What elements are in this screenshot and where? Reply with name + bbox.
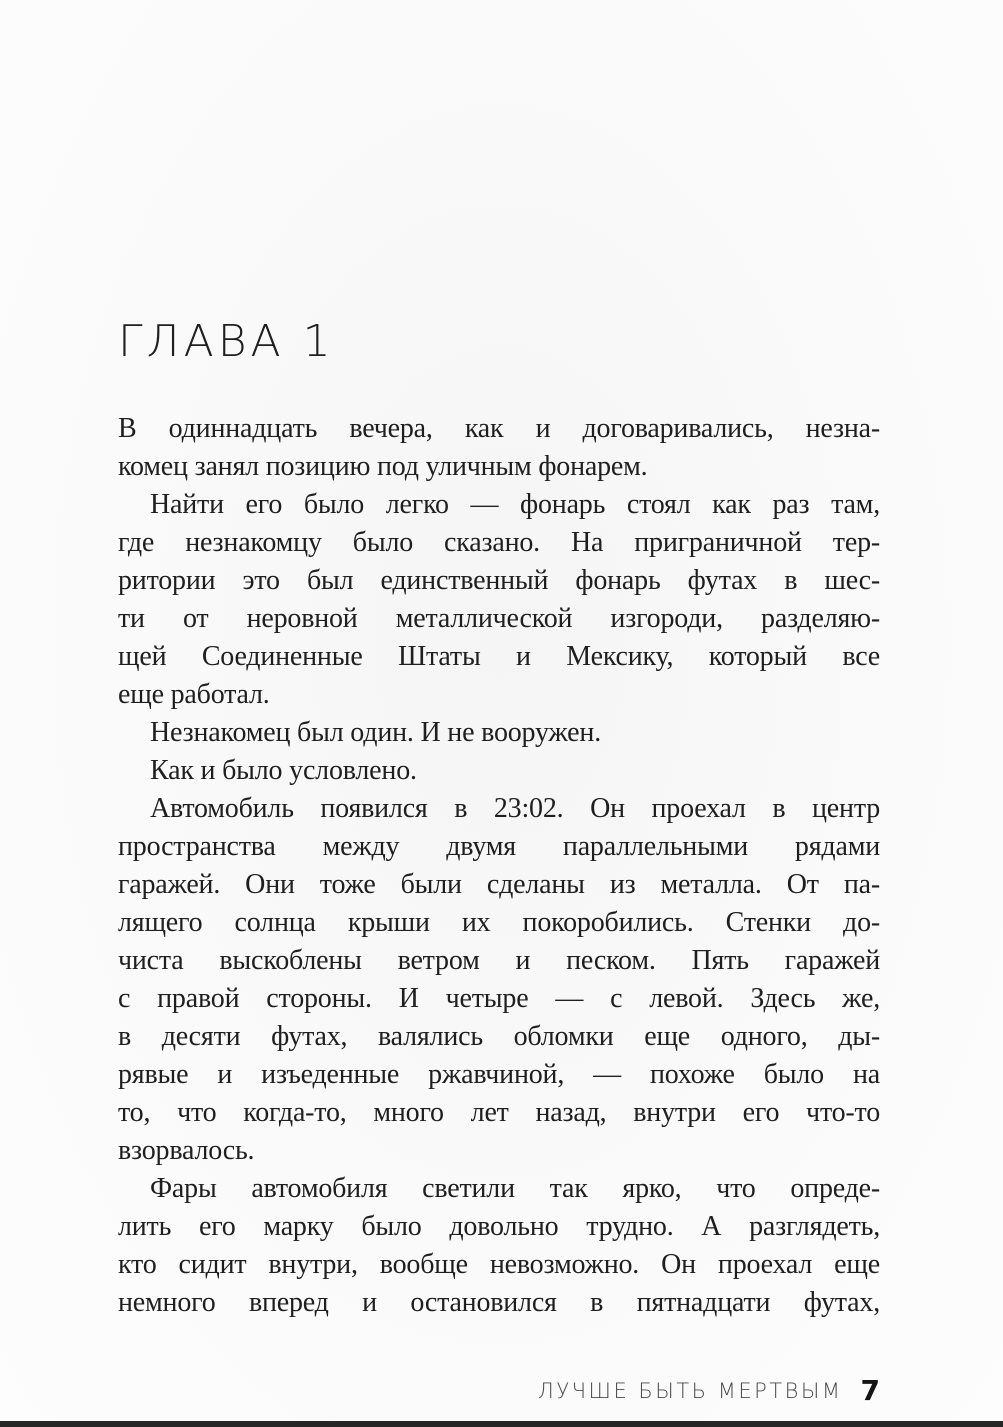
body-line: ти от неровной металлической изгороди, разделяю- bbox=[118, 603, 880, 634]
bottom-bar bbox=[0, 1421, 1003, 1427]
body-line: то, что когда-то, много лет назад, внутри его что-то bbox=[118, 1097, 880, 1128]
body-line: Автомобиль появился в 23:02. Он проехал в центр bbox=[150, 793, 880, 824]
body-line: Фары автомобиля светили так ярко, что опреде- bbox=[150, 1173, 880, 1204]
body-line: Незнакомец был один. И не вооружен. bbox=[150, 717, 601, 748]
body-line: гаражей. Они тоже были сделаны из металла. От па- bbox=[118, 869, 880, 900]
body-line: еще работал. bbox=[118, 679, 270, 710]
body-line: лить его марку было довольно трудно. А разглядеть, bbox=[118, 1211, 880, 1242]
body-line: ритории это был единственный фонарь футах в шес- bbox=[118, 565, 880, 596]
body-line: с правой стороны. И четыре — с левой. Здесь же, bbox=[118, 983, 880, 1014]
page-footer bbox=[118, 1374, 880, 1407]
body-line: пространства между двумя параллельными рядами bbox=[118, 831, 880, 862]
body-line: чиста выскоблены ветром и песком. Пять гаражей bbox=[118, 945, 880, 976]
body-line: щей Соединенные Штаты и Мексику, который все bbox=[118, 641, 880, 672]
chapter-heading: ГЛАВА 1 bbox=[118, 316, 335, 367]
body-line: рявые и изъеденные ржавчиной, — похоже было на bbox=[118, 1059, 880, 1090]
body-line: в десяти футах, валялись обломки еще одного, ды- bbox=[118, 1021, 880, 1052]
body-line: Найти его было легко — фонарь стоял как раз там, bbox=[150, 489, 880, 520]
body-line: комец занял позицию под уличным фонарем. bbox=[118, 451, 648, 482]
body-line: кто сидит внутри, вообще невозможно. Он проехал еще bbox=[118, 1249, 880, 1280]
body-line: взорвалось. bbox=[118, 1135, 255, 1166]
running-title: ЛУЧШЕ БЫТЬ МЕРТВЫМ bbox=[538, 1379, 843, 1403]
body-text bbox=[118, 410, 880, 1322]
page-number: 7 bbox=[860, 1374, 880, 1407]
body-line: В одиннадцать вечера, как и договаривались, незна- bbox=[118, 413, 880, 444]
body-line: Как и было условлено. bbox=[150, 755, 417, 786]
body-line: немного вперед и остановился в пятнадцати футах, bbox=[118, 1287, 880, 1318]
body-line: где незнакомцу было сказано. На приграничной тер- bbox=[118, 527, 880, 558]
body-line: лящего солнца крыши их покоробились. Стенки до- bbox=[118, 907, 880, 938]
